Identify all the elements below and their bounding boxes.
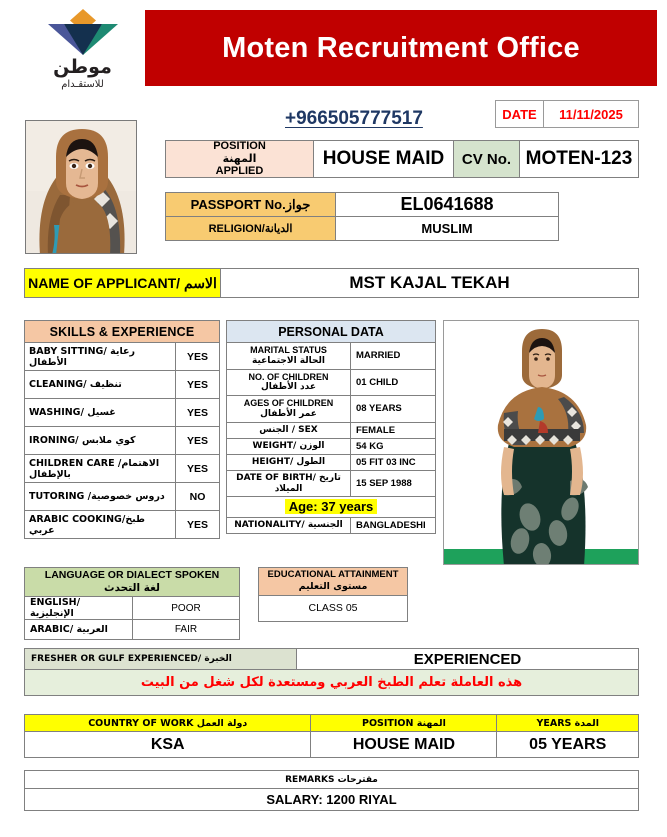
work-history-header-years: YEARS المدة (497, 715, 639, 732)
work-history-value-years: 05 YEARS (497, 732, 639, 758)
skill-label-cleaning: CLEANING/ تنظيف (25, 371, 176, 399)
language-header-ar: لغة التحدث (104, 582, 160, 595)
table-row (227, 470, 436, 497)
applicant-fullbody-photo (443, 320, 639, 565)
personal-data-header: PERSONAL DATA (227, 321, 436, 343)
table-row (25, 597, 240, 620)
language-table (24, 567, 240, 640)
date-label: DATE (496, 101, 544, 127)
position-label-line1: POSITION (213, 140, 266, 153)
skill-value-children-care: YES (176, 455, 220, 483)
experience-value: EXPERIENCED (297, 649, 638, 669)
table-row (227, 454, 436, 470)
date-box (495, 100, 639, 128)
date-of-birth-label: DATE OF BIRTH/ تاريخ الميلاد (227, 470, 351, 497)
marital-status-label-ar: الحالة الاجتماعية (252, 355, 325, 366)
table-header-row (25, 568, 240, 597)
language-header-en: LANGUAGE OR DIALECT SPOKEN (44, 569, 220, 581)
no-of-children-label-en: NO. OF CHILDREN (248, 371, 329, 382)
table-row (25, 371, 220, 399)
applicant-name-label: NAME OF APPLICANT/ الاسم (25, 269, 221, 297)
position-applied-label (166, 141, 314, 177)
religion-label: RELIGION/الديانة (166, 217, 336, 241)
remarks-header: REMARKS مقترحات (25, 771, 639, 789)
table-row (227, 369, 436, 396)
skills-experience-table (24, 320, 220, 539)
marital-status-label (227, 343, 351, 370)
education-header-ar: مستوى التعليم (298, 581, 368, 593)
work-history-value-position: HOUSE MAID (311, 732, 497, 758)
height-value: 05 FIT 03 INC (351, 454, 436, 470)
table-row (259, 595, 408, 621)
position-label-line2: APPLIED (215, 165, 264, 178)
language-label-arabic: ARABIC/ العربية (25, 620, 133, 640)
skills-header: SKILLS & EXPERIENCE (25, 321, 220, 343)
age-cell (227, 497, 436, 518)
ages-of-children-label-en: AGES OF CHILDREN (243, 398, 334, 409)
table-row (25, 483, 220, 511)
marital-status-label-en: MARITAL STATUS (250, 345, 327, 355)
table-row (227, 343, 436, 370)
education-value: CLASS 05 (259, 595, 408, 621)
table-row (25, 455, 220, 483)
no-of-children-label (227, 369, 351, 396)
position-label-arabic: المهنة (222, 151, 257, 165)
table-row (25, 427, 220, 455)
work-history-value-country: KSA (25, 732, 311, 758)
table-header-row (25, 771, 639, 789)
table-row (25, 732, 639, 758)
skill-value-washing: YES (176, 399, 220, 427)
weight-value: 54 KG (351, 438, 436, 454)
logo-arabic-sub: للاستقـدام (61, 79, 104, 90)
passport-no-value: EL0641688 (336, 193, 559, 217)
contact-phone[interactable]: +966505777517 (285, 108, 423, 129)
work-history-header-country: COUNTRY OF WORK دولة العمل (25, 715, 311, 732)
table-row (25, 511, 220, 539)
skill-label-children-care: CHILDREN CARE /الاهتمام بالإطفال (25, 455, 176, 483)
age-value: Age: 37 years (285, 499, 378, 514)
moten-logo-icon (44, 8, 122, 56)
skill-value-ironing: YES (176, 427, 220, 455)
nationality-label: NATIONALITY/ الجنسية (227, 518, 351, 534)
fullbody-illustration (444, 321, 639, 565)
date-of-birth-value: 15 SEP 1988 (351, 470, 436, 497)
cv-number-value: MOTEN-123 (520, 141, 638, 177)
language-value-arabic: FAIR (133, 620, 240, 640)
education-table (258, 567, 408, 622)
title-banner (145, 10, 657, 86)
date-value: 11/11/2025 (544, 101, 638, 127)
table-row (227, 438, 436, 454)
work-history-table (24, 714, 639, 758)
table-row (227, 518, 436, 534)
education-header (259, 568, 408, 596)
table-row (25, 620, 240, 640)
nationality-value: BANGLADESHI (351, 518, 436, 534)
passport-no-label: PASSPORT No.جواز (166, 193, 336, 217)
religion-value: MUSLIM (336, 217, 559, 241)
remarks-table (24, 770, 639, 811)
height-label: HEIGHT/ الطول (227, 454, 351, 470)
company-logo (30, 8, 135, 96)
table-row (25, 343, 220, 371)
no-of-children-label-ar: عدد الأطفال (260, 382, 317, 393)
remarks-value: SALARY: 1200 RIYAL (25, 789, 639, 811)
weight-label: WEIGHT/ الوزن (227, 438, 351, 454)
position-applied-row (165, 140, 639, 178)
table-row (25, 399, 220, 427)
cv-number-label: CV No. (454, 141, 520, 177)
table-header-row (227, 321, 436, 343)
language-value-english: POOR (133, 597, 240, 620)
skill-value-tutoring: NO (176, 483, 220, 511)
skill-label-ironing: IRONING/ كوي ملابس (25, 427, 176, 455)
company-title: Moten Recruitment Office (222, 31, 580, 64)
table-header-row (259, 568, 408, 596)
marital-status-value: MARRIED (351, 343, 436, 370)
work-history-header-position: POSITION المهنة (311, 715, 497, 732)
table-row (227, 497, 436, 518)
sex-value: FEMALE (351, 422, 436, 438)
arabic-note: هذه العاملة تعلم الطبخ العربي ومستعدة لكل شغل من البيت (24, 670, 639, 696)
sex-label: الجنس / SEX (227, 422, 351, 438)
skill-label-tutoring: TUTORING /دروس خصوصية (25, 483, 176, 511)
applicant-passport-photo (25, 120, 137, 254)
ages-of-children-label-ar: عمر الأطفال (260, 408, 317, 419)
passport-religion-table (165, 192, 559, 241)
experience-label: FRESHER OR GULF EXPERIENCED/ الخبرة (25, 649, 297, 669)
skill-label-washing: WASHING/ غسيل (25, 399, 176, 427)
skill-label-arabic-cooking: ARABIC COOKING/طبخ عربي (25, 511, 176, 539)
education-header-en: EDUCATIONAL ATTAINMENT (267, 569, 399, 580)
language-label-english: ENGLISH/ الإنجليزية (25, 597, 133, 620)
skill-value-cleaning: YES (176, 371, 220, 399)
document-header (0, 0, 667, 100)
table-row (166, 217, 559, 241)
skill-value-baby-sitting: YES (176, 343, 220, 371)
experience-row (24, 648, 639, 670)
applicant-name-value: MST KAJAL TEKAH (221, 269, 638, 297)
language-header (25, 568, 240, 597)
skill-value-arabic-cooking: YES (176, 511, 220, 539)
portrait-illustration (26, 121, 137, 254)
logo-arabic-main: موطن (53, 56, 112, 78)
table-row (227, 396, 436, 423)
position-applied-value: HOUSE MAID (314, 141, 454, 177)
personal-data-table (226, 320, 436, 534)
ages-of-children-label (227, 396, 351, 423)
table-header-row (25, 715, 639, 732)
table-row (166, 193, 559, 217)
ages-of-children-value: 08 YEARS (351, 396, 436, 423)
table-row (227, 422, 436, 438)
table-row (25, 789, 639, 811)
applicant-name-row (24, 268, 639, 298)
table-header-row (25, 321, 220, 343)
skill-label-baby-sitting: BABY SITTING/ رعاية الأطفال (25, 343, 176, 371)
no-of-children-value: 01 CHILD (351, 369, 436, 396)
